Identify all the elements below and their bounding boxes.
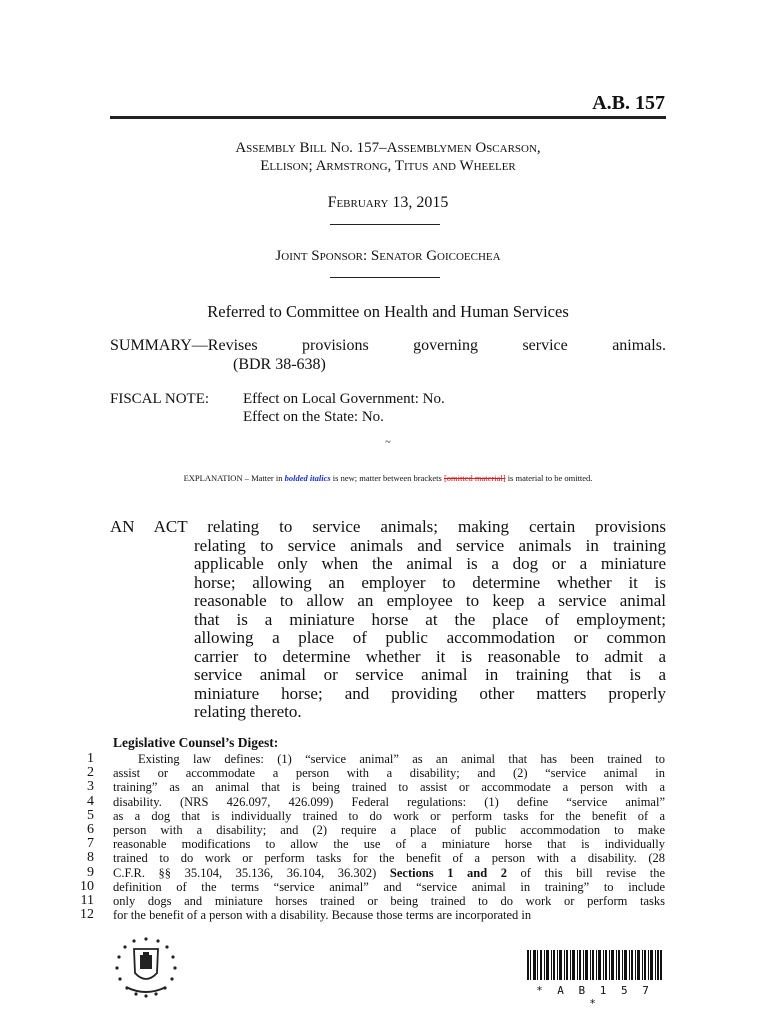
bill-number: A.B. 157 [592,92,665,114]
act-title [110,518,666,722]
fiscal-note-label: FISCAL NOTE: [110,391,210,407]
divider [330,224,440,225]
digest-line: Existing law defines: (1) “service animal” as an animal that has been trained to [138,752,665,766]
digest-line: for the benefit of a person with a disability. Because those terms are incorporated in [113,908,532,923]
digest-title: Legislative Counsel’s Digest: [113,735,279,750]
state-seal-icon [110,935,182,999]
fiscal-note-state: Effect on the State: No. [243,409,384,425]
barcode-icon [527,950,662,980]
digest-line: reasonable modifications to allow the use of a miniature horse that is individually [113,837,665,852]
explanation-suffix: is material to be omitted. [507,473,593,483]
digest-body [113,752,665,922]
act-line: carrier to determine whether it is reasonable to admit a [194,646,666,666]
line-number: 5 [87,807,94,823]
fiscal-note-local: Effect on Local Government: No. [243,391,445,407]
line-number: 7 [87,836,94,852]
digest-line: as a dog that is individually trained to do work or perform tasks for the benefit of a [113,808,665,823]
summary-word: provisions [302,337,369,354]
digest-line: definition of the terms “service animal” and “service animal in training” to include [113,879,665,894]
summary-word: governing [413,337,478,354]
tilde-separator: ~ [385,437,391,448]
digest-sections-bold: Sections 1 and 2 [389,865,507,880]
header-rule [110,116,666,119]
line-numbers [60,752,94,922]
summary-word: animals. [612,337,666,354]
digest-line: person with a disability; and (2) require a place of public accommodation to make [113,823,665,838]
line-number: 3 [87,779,94,795]
act-line: allowing a place of public accommodation or common [194,628,666,647]
summary-word: SUMMARY—Revises [110,337,258,354]
line-number: 11 [80,893,94,909]
explanation-prefix: EXPLANATION – Matter in [183,473,283,483]
act-line: that is a miniature horse at the place of employment; [194,609,666,629]
digest-line: only dogs and miniature horses trained or being trained to do work or perform tasks [113,894,665,909]
line-number: 2 [87,765,94,781]
explanation-note [110,473,666,483]
digest-line-9 [113,866,665,880]
act-line: relating thereto. [194,702,302,721]
digest-line-9-tail: of this bill revise the [520,865,666,880]
act-line: miniature horse; and providing other matters properly [194,683,666,703]
joint-sponsor: Joint Sponsor: Senator Goicoechea [275,248,501,264]
digest-line: disability. (NRS 426.097, 426.099) Federal regulations: (1) define “service animal” [113,794,665,809]
digest-citation: C.F.R. §§ 35.104, 35.136, 36.104, 36.302) [113,865,377,880]
bill-title-line-1: Assembly Bill No. 157–Assemblymen Oscarson, [235,140,541,156]
act-line: horse; allowing an employer to determine whether it is [194,572,666,592]
line-number: 10 [80,878,94,894]
explanation-middle: is new; matter between brackets [332,473,442,483]
summary-word: service [522,337,568,354]
bill-date: February 13, 2015 [327,194,449,211]
barcode-text: * A B 1 5 7 * [536,984,653,1010]
act-line: service animal or service animal in training that is a [194,665,666,684]
line-number: 4 [87,793,94,809]
summary-bdr: (BDR 38-638) [233,356,326,373]
explanation-bold-italics: bolded italics [284,473,331,483]
line-number: 12 [80,907,94,923]
line-number: 1 [87,751,94,766]
line-number: 9 [87,864,94,880]
digest-line: assist or accommodate a person with a disability; and (2) “service animal in [113,766,665,781]
digest-line: training” as an animal that is being trained to assist or accommodate a person with a [113,780,665,795]
digest-line: trained to do work or perform tasks for the benefit of a person with a disability. (28 [113,851,665,866]
summary-line-1 [110,336,666,355]
committee-referral: Referred to Committee on Health and Human Services [207,302,569,321]
explanation-omitted: [omitted material] [443,473,506,483]
divider [330,277,440,278]
act-first-line: AN ACT relating to service animals; making certain provisions [110,517,666,536]
line-number: 8 [87,850,94,866]
act-line: reasonable to allow an employee to keep a service animal [194,591,666,610]
bill-title-line-2: Ellison; Armstrong, Titus and Wheeler [260,158,516,174]
act-line: applicable only when the animal is a dog or a miniature [194,554,666,573]
act-line: relating to service animals and service animals in training [194,535,666,555]
line-number: 6 [87,822,94,838]
